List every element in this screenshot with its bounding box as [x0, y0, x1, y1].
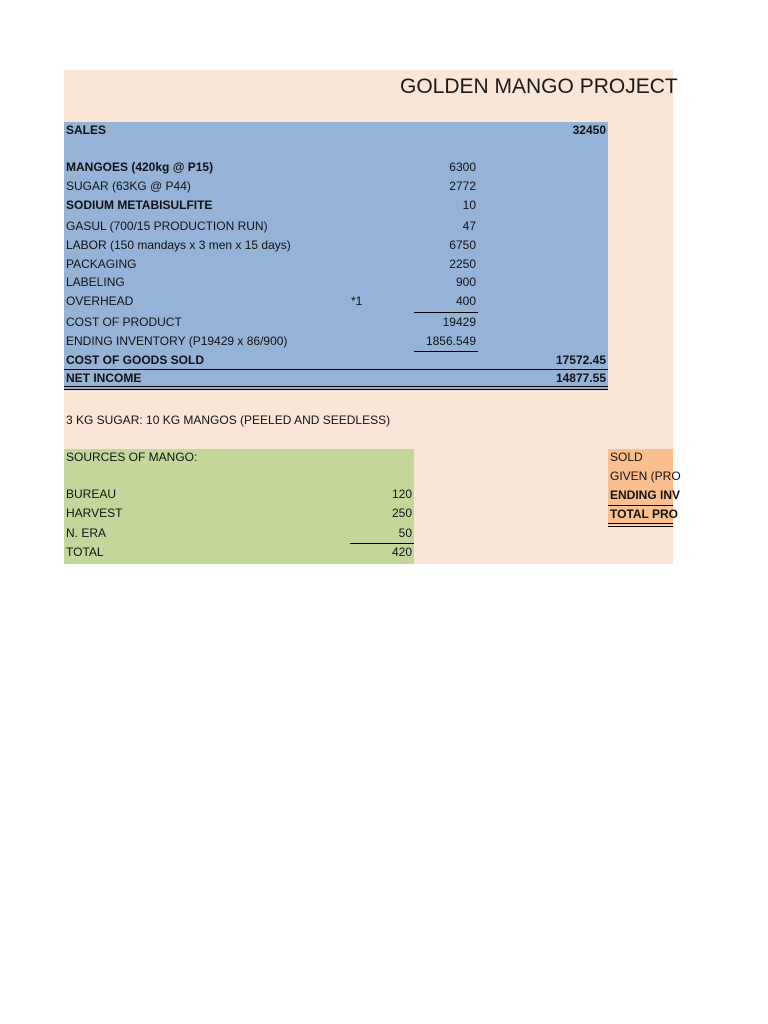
- cost-label[interactable]: OVERHEAD: [66, 294, 134, 308]
- sources-total-value[interactable]: 420: [391, 545, 412, 559]
- cost-value[interactable]: 400: [455, 294, 476, 308]
- cost-label[interactable]: SODIUM METABISULFITE: [66, 198, 213, 212]
- cost-value[interactable]: 19429: [442, 315, 476, 329]
- cost-value[interactable]: 47: [462, 219, 476, 233]
- cost-label[interactable]: SUGAR (63KG @ P44): [66, 179, 191, 193]
- production-item[interactable]: ENDING INV: [610, 488, 681, 502]
- inventory-rule: [414, 351, 478, 352]
- cost-value[interactable]: 6750: [449, 238, 476, 252]
- source-value[interactable]: 250: [391, 506, 412, 520]
- source-value[interactable]: 120: [391, 487, 412, 501]
- net-income-label[interactable]: NET INCOME: [66, 371, 142, 385]
- cost-value[interactable]: 1856.549: [425, 334, 476, 348]
- cost-label[interactable]: COST OF PRODUCT: [66, 315, 182, 329]
- sources-total-rule: [350, 543, 414, 544]
- production-double-rule: [608, 523, 673, 527]
- net-income-double-rule: [64, 386, 608, 390]
- cost-value[interactable]: 900: [455, 275, 476, 289]
- spreadsheet: [64, 70, 681, 564]
- production-item[interactable]: SOLD: [610, 450, 643, 464]
- cost-label[interactable]: LABOR (150 mandays x 3 men x 15 days): [66, 238, 291, 252]
- production-item[interactable]: GIVEN (PRO: [610, 469, 681, 483]
- cost-label[interactable]: PACKAGING: [66, 257, 137, 271]
- sources-total-label[interactable]: TOTAL: [66, 545, 104, 559]
- sales-value[interactable]: 32450: [572, 123, 606, 137]
- cost-value[interactable]: 2250: [449, 257, 476, 271]
- ratio-note[interactable]: 3 KG SUGAR: 10 KG MANGOS (PEELED AND SEEDLESS): [66, 413, 391, 427]
- net-income-top-rule: [64, 369, 608, 370]
- cogs-value[interactable]: 17572.45: [555, 353, 606, 367]
- cost-label[interactable]: MANGOES (420kg @ P15): [66, 160, 214, 174]
- source-label[interactable]: N. ERA: [66, 526, 107, 540]
- source-value[interactable]: 50: [398, 526, 412, 540]
- cost-label[interactable]: GASUL (700/15 PRODUCTION RUN): [66, 219, 268, 233]
- overhead-note[interactable]: *1: [351, 294, 363, 308]
- source-label[interactable]: BUREAU: [66, 487, 117, 501]
- sales-label[interactable]: SALES: [66, 123, 107, 137]
- source-label[interactable]: HARVEST: [66, 506, 123, 520]
- production-total-rule: [608, 505, 673, 506]
- cost-label[interactable]: LABELING: [66, 275, 125, 289]
- subtotal-rule: [414, 312, 478, 313]
- cogs-label[interactable]: COST OF GOODS SOLD: [66, 353, 205, 367]
- sheet-title: GOLDEN MANGO PROJECT: [400, 75, 678, 98]
- net-income-value[interactable]: 14877.55: [555, 371, 606, 385]
- cost-value[interactable]: 6300: [449, 160, 476, 174]
- cost-value[interactable]: 10: [462, 198, 476, 212]
- production-total-label[interactable]: TOTAL PRO: [610, 507, 679, 521]
- cost-label[interactable]: ENDING INVENTORY (P19429 x 86/900): [66, 334, 288, 348]
- cost-value[interactable]: 2772: [449, 179, 476, 193]
- sources-header[interactable]: SOURCES OF MANGO:: [66, 450, 198, 464]
